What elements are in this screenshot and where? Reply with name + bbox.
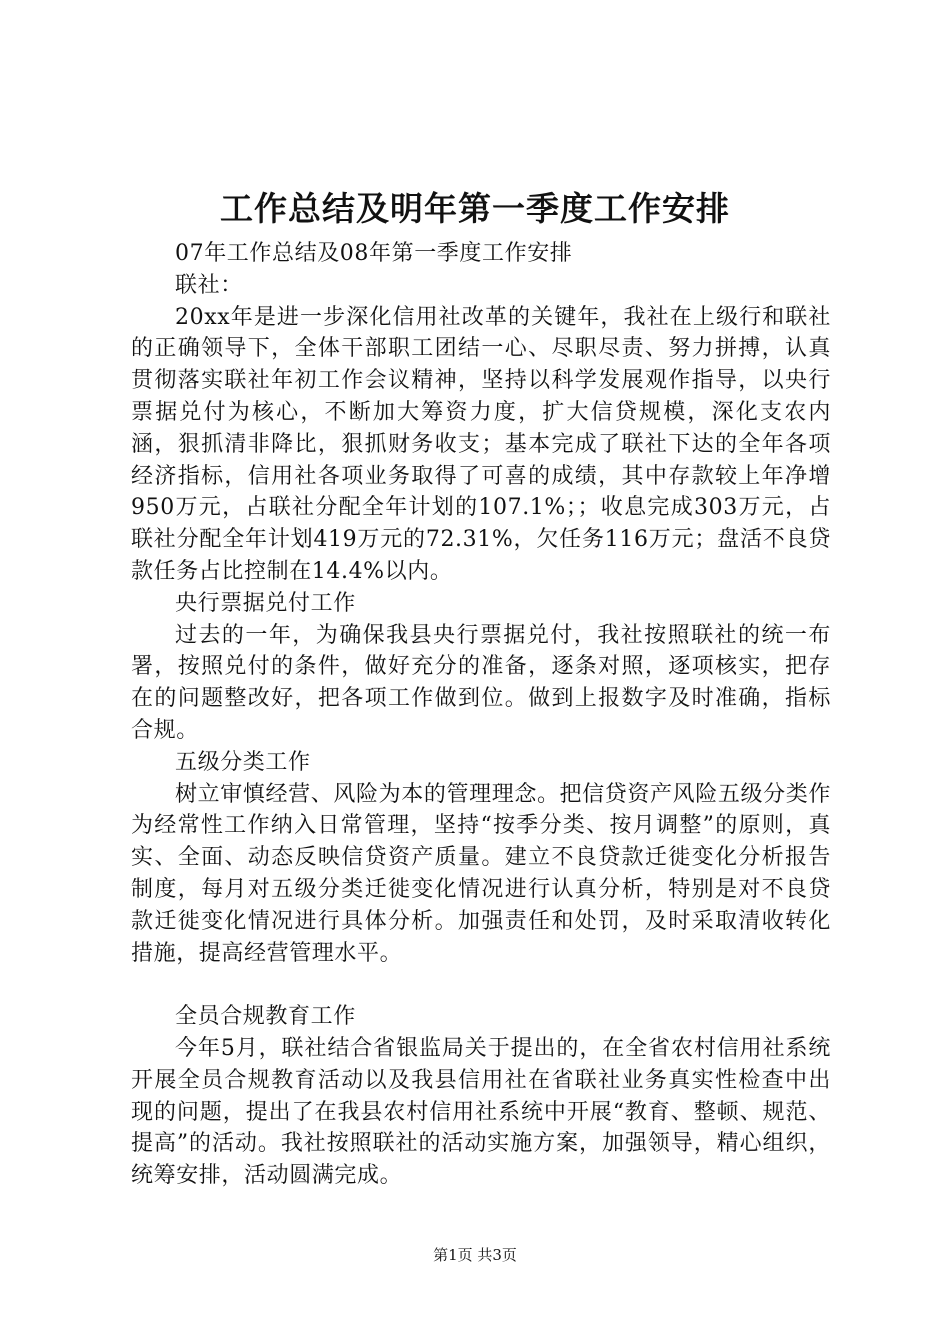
section-heading-five-level-classification: 五级分类工作 (175, 749, 311, 775)
section-text-compliance-education: 今年5月，联社结合省银监局关于提出的，在全省农村信用社系统开展全员合规教育活动以及我县信用社在省联社业务真实性检查中出现的问题，提出了在我县农村信用社系统中开展“教育、整顿、规范、提高”的活动。我社按照联社的活动实施方案，加强领导，精心组织，统筹安排，活动圆满完成。 (131, 1035, 831, 1189)
document-subtitle: 07年工作总结及08年第一季度工作安排 (175, 241, 573, 266)
document-body (131, 238, 831, 1192)
intro-paragraph: 20xx年是进一步深化信用社改革的关键年，我社在上级行和联社的正确领导下，全体干部职工团结一心、尽职尽责、努力拼搏，认真贯彻落实联社年初工作会议精神，坚持以科学发展观作指导，以央行票据兑付为核心，不断加大筹资力度，扩大信贷规模，深化支农内涵，狠抓清非降比，狠抓财务收支；基本完成了联社下达的全年各项经济指标，信用社各项业务取得了可喜的成绩，其中存款较上年净增950万元，占联社分配全年计划的107.1%；；收息完成303万元，占联社分配全年计划419万元的72.31%，欠任务116万元；盘活不良贷款任务占比控制在14.4%以内。 (131, 304, 831, 584)
section-text-five-level-classification: 树立审慎经营、风险为本的管理理念。把信贷资产风险五级分类作为经常性工作纳入日常管理，坚持“按季分类、按月调整”的原则，真实、全面、动态反映信贷资产质量。建立不良贷款迁徙变化分析报告制度，每月对五级分类迁徙变化情况进行认真分析，特别是对不良贷款迁徙变化情况进行具体分析。加强责任和处罚，及时采取清收转化措施，提高经营管理水平。 (131, 781, 831, 966)
section-heading-compliance-education: 全员合规教育工作 (175, 1004, 356, 1030)
page-footer: 第1页 共3页 (433, 1246, 517, 1264)
paragraph-spacer (131, 969, 831, 1001)
document-title: 工作总结及明年第一季度工作安排 (220, 189, 730, 228)
salutation: 联社： (175, 272, 243, 298)
section-text-bill-redemption: 过去的一年，为确保我县央行票据兑付，我社按照联社的统一布署，按照兑付的条件，做好充分的准备，逐条对照，逐项核实，把存在的问题整改好，把各项工作做到位。做到上报数字及时准确，指标合规。 (131, 622, 831, 743)
section-heading-bill-redemption: 央行票据兑付工作 (175, 590, 356, 616)
